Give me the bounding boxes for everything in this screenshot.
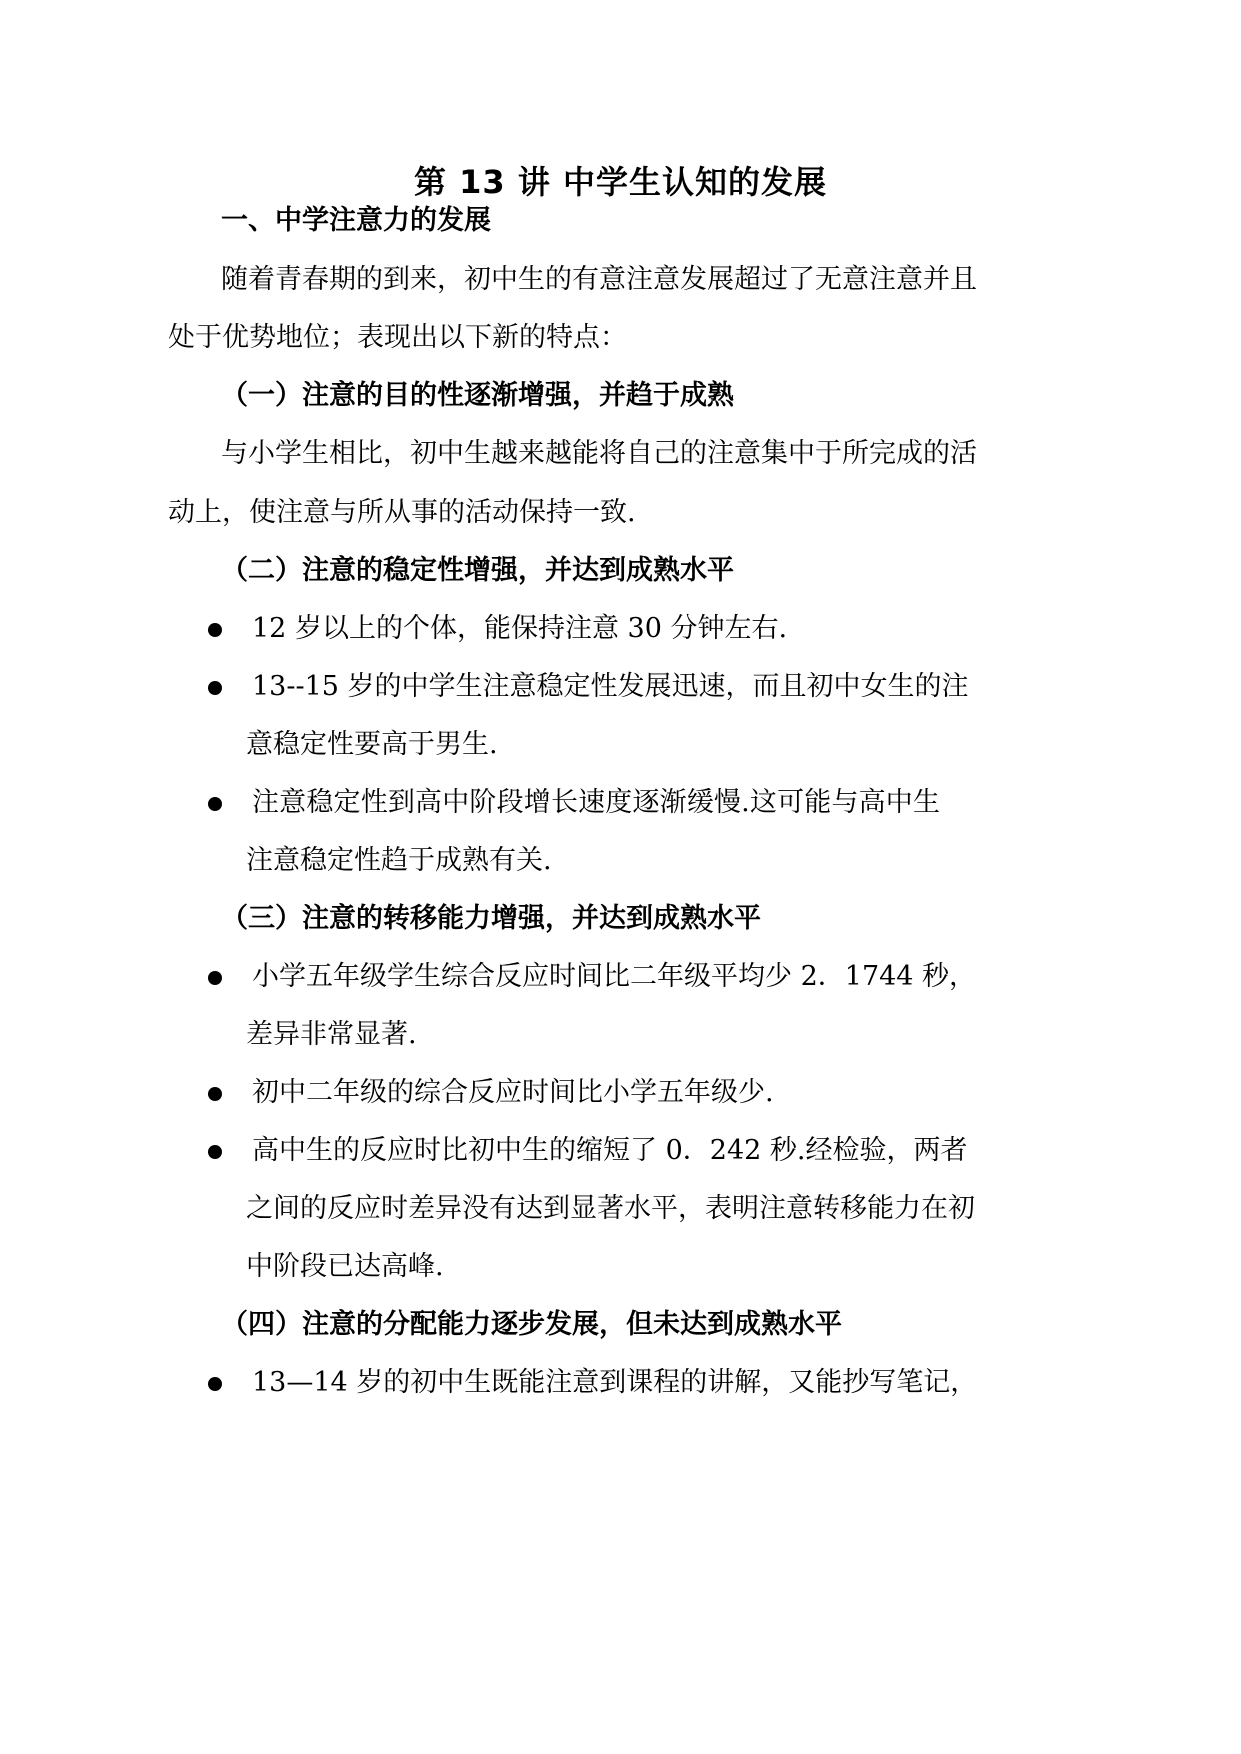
page-title: 第 13 讲 中学生认知的发展 xyxy=(414,163,827,201)
bullet-icon xyxy=(208,797,222,811)
bullet-icon xyxy=(208,1145,222,1159)
bullet-icon xyxy=(208,971,222,985)
bullet-icon xyxy=(208,1377,222,1391)
subheading-shifting: （三）注意的转移能力增强，并达到成熟水平 xyxy=(221,903,761,934)
stability-bullet-2-line-1: 13--15 岁的中学生注意稳定性发展迅速，而且初中女生的注 xyxy=(252,671,969,702)
subheading-stability: （二）注意的稳定性增强，并达到成熟水平 xyxy=(221,555,734,586)
bullet-icon xyxy=(208,1087,222,1101)
shifting-bullet-3-line-3: 中阶段已达高峰. xyxy=(246,1251,444,1282)
purposefulness-line-1: 与小学生相比，初中生越来越能将自己的注意集中于所完成的活 xyxy=(221,438,977,469)
subheading-distribution: （四）注意的分配能力逐步发展，但未达到成熟水平 xyxy=(221,1309,842,1340)
stability-bullet-1: 12 岁以上的个体，能保持注意 30 分钟左右. xyxy=(252,613,788,644)
stability-bullet-3-line-1: 注意稳定性到高中阶段增长速度逐渐缓慢.这可能与高中生 xyxy=(252,787,940,818)
stability-bullet-2-line-2: 意稳定性要高于男生. xyxy=(246,729,498,760)
intro-paragraph-line-1: 随着青春期的到来，初中生的有意注意发展超过了无意注意并且 xyxy=(221,264,977,295)
shifting-bullet-1-line-2: 差异非常显著. xyxy=(246,1019,417,1050)
shifting-bullet-3-line-2: 之间的反应时差异没有达到显著水平，表明注意转移能力在初 xyxy=(246,1193,975,1224)
shifting-bullet-3-line-1: 高中生的反应时比初中生的缩短了 0．242 秒.经检验，两者 xyxy=(252,1135,968,1166)
bullet-icon xyxy=(208,681,222,695)
intro-paragraph-line-2: 处于优势地位；表现出以下新的特点： xyxy=(168,322,627,353)
distribution-bullet-1: 13—14 岁的初中生既能注意到课程的讲解，又能抄写笔记， xyxy=(252,1367,978,1398)
bullet-icon xyxy=(208,623,222,637)
purposefulness-line-2: 动上，使注意与所从事的活动保持一致. xyxy=(168,497,636,528)
shifting-bullet-2: 初中二年级的综合反应时间比小学五年级少. xyxy=(252,1077,774,1108)
stability-bullet-3-line-2: 注意稳定性趋于成熟有关. xyxy=(246,845,552,876)
shifting-bullet-1-line-1: 小学五年级学生综合反应时间比二年级平均少 2．1744 秒， xyxy=(252,961,977,992)
subheading-purposefulness: （一）注意的目的性逐渐增强，并趋于成熟 xyxy=(221,380,734,411)
section-heading-attention: 一、中学注意力的发展 xyxy=(221,205,491,236)
